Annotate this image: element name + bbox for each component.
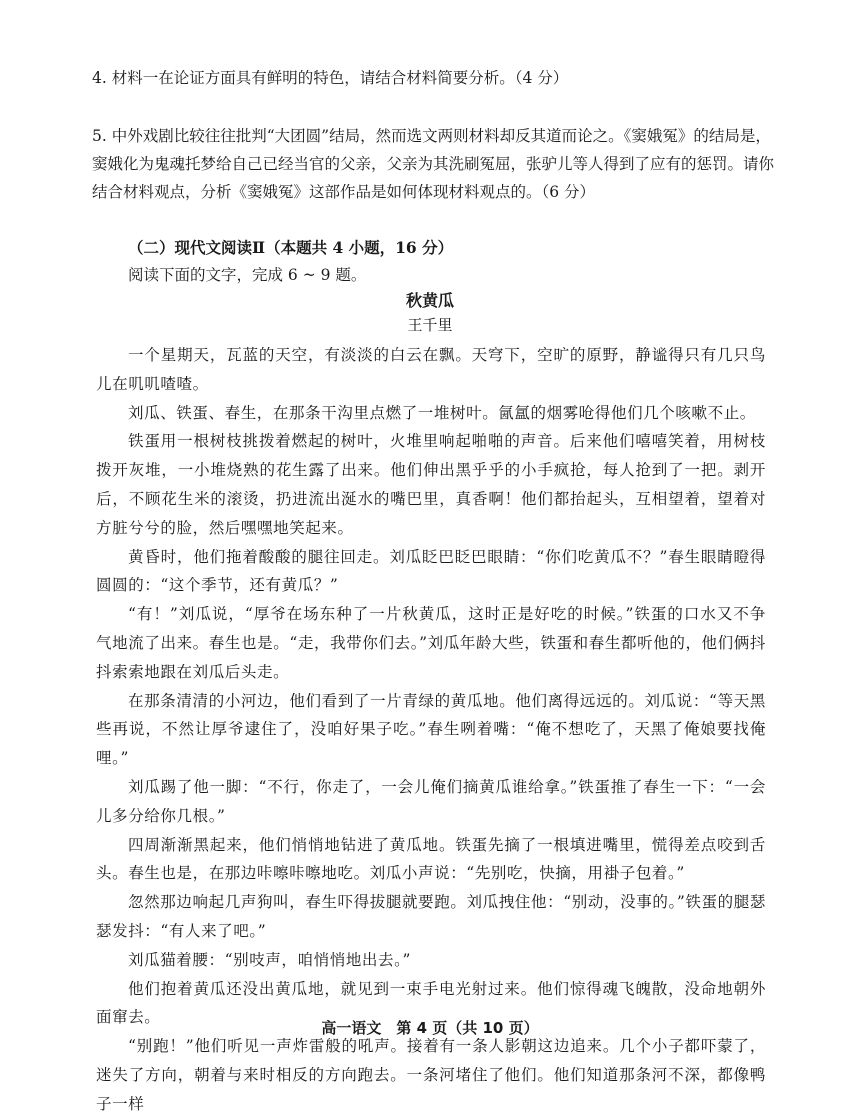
paragraph: 在那条清清的小河边，他们看到了一片青绿的黄瓜地。他们离得远远的。刘瓜说：“等天黑些再说，不然让厚爷逮住了，没咱好果子吃。”春生咧着嘴：“俺不想吃了，天黑了俺娘要找俺哩。”: [96, 691, 766, 768]
question-4: 4. 材料一在论证方面具有鲜明的特色，请结合材料简要分析。（4 分）: [92, 69, 569, 87]
paragraph: 忽然那边响起几声狗叫，春生吓得拔腿就要跑。刘瓜拽住他：“别动，没事的。”铁蛋的腿瑟瑟发抖：“有人来了吧。”: [96, 893, 766, 940]
article-title: 秋黄瓜: [405, 291, 454, 310]
paragraph: 刘瓜踢了他一脚：“不行，你走了，一会儿俺们摘黄瓜谁给拿。”铁蛋推了春生一下：“一会儿多分给你几根。”: [96, 777, 766, 825]
article-author: 王千里: [407, 316, 453, 334]
paragraph: 黄昏时，他们拖着酸酸的腿往回走。刘瓜眨巴眨巴眼睛：“你们吃黄瓜不？”春生眼睛瞪得圆圆的：“这个季节，还有黄瓜？”: [96, 547, 766, 595]
paragraph: “有！”刘瓜说，“厚爷在场东种了一片秋黄瓜，这时正是好吃的时候。”铁蛋的口水又不争气地流了出来。春生也是。“走，我带你们去。”刘瓜年龄大些，铁蛋和春生都听他的，他们俩抖抖索索地跟在刘瓜后头走。: [96, 605, 766, 681]
section-instruction: 阅读下面的文字，完成 6 ~ 9 题。: [128, 266, 367, 284]
paragraph: 他们抱着黄瓜还没出黄瓜地，就见到一束手电光射过来。他们惊得魂飞魄散，没命地朝外面窜去。: [96, 979, 766, 1027]
paragraph: 四周渐渐黑起来，他们悄悄地钻进了黄瓜地。铁蛋先摘了一根填进嘴里，慌得差点咬到舌头。春生也是，在那边咔嚓咔嚓地吃。刘瓜小声说：“先别吃，快摘，用褂子包着。”: [96, 835, 766, 883]
paragraph: 一个星期天，瓦蓝的天空，有淡淡的白云在飘。天穹下，空旷的原野，静谧得只有几只鸟儿在叽叽喳喳。: [96, 346, 766, 393]
paragraph: 刘瓜、铁蛋、春生，在那条干沟里点燃了一堆树叶。氤氲的烟雾呛得他们几个咳嗽不止。: [128, 403, 756, 422]
question-5: 5. 中外戏剧比较往往批判“大团圆”结局，然而选文两则材料却反其道而论之。《窦娥冤》的结局是，窦娥化为鬼魂托梦给自己已经当官的父亲，父亲为其洗刷冤屈，张驴儿等人得到了应有的惩罚。请你结合材料观点，分析《窦娥冤》这部作品是如何体现材料观点的。（6 分）: [92, 127, 775, 201]
paragraph: 刘瓜猫着腰：“别吱声，咱悄悄地出去。”: [128, 950, 411, 969]
paragraph: 铁蛋用一根树枝挑拨着燃起的树叶，火堆里响起啪啪的声音。后来他们嘻嘻笑着，用树枝拨开灰堆，一小堆烧熟的花生露了出来。他们伸出黑乎乎的小手疯抢，每人抢到了一把。剥开后，不顾花生米的滚烫，扔进流出涎水的嘴巴里，真香啊！他们都抬起头，互相望着，望着对方脏兮兮的脸，然后嘿嘿地笑起来。: [96, 432, 766, 537]
article-body: [96, 341, 766, 1119]
paragraph: “别跑！”他们听见一声炸雷般的吼声。接着有一条人影朝这边追来。几个小子都吓蒙了，迷失了方向，朝着与来时相反的方向跑去。一条河堵住了他们。他们知道那条河不深，都像鸭子一样: [96, 1037, 766, 1113]
section-heading: （二）现代文阅读Ⅱ（本题共 4 小题，16 分）: [128, 238, 454, 257]
page-footer: 高一语文 第 4 页（共 10 页）: [321, 1019, 539, 1037]
